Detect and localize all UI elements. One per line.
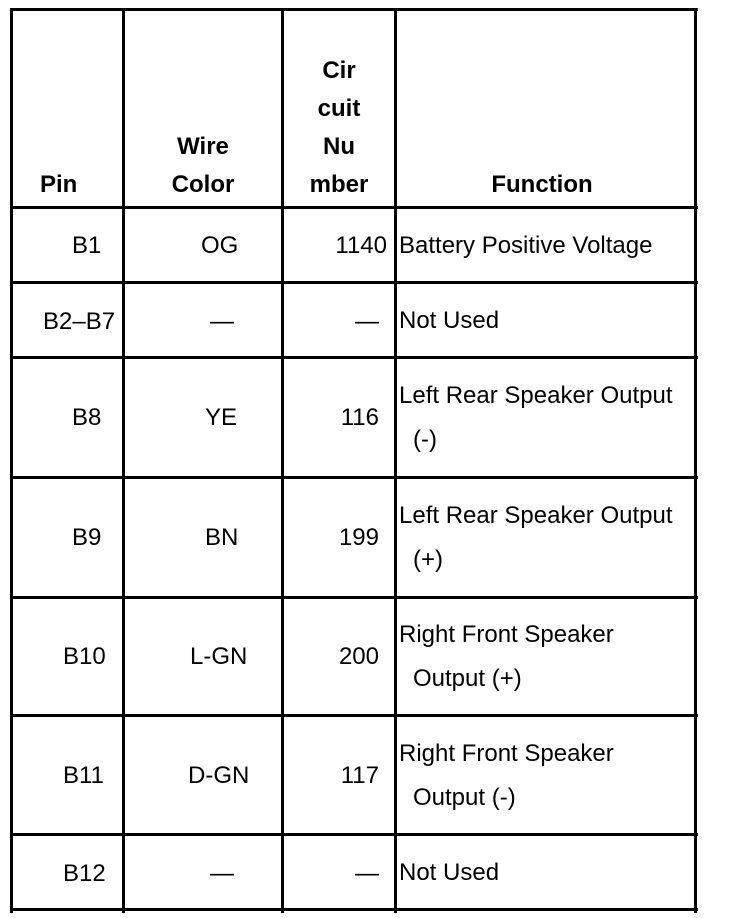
header-circuit-number-line: Nu: [323, 133, 355, 160]
wire-color-cell: —: [210, 862, 234, 886]
function-cell: [399, 851, 695, 895]
function-cell: [399, 494, 695, 582]
circuit-number-cell: —: [355, 862, 379, 886]
circuit-number-cell: —: [355, 310, 379, 334]
function-line: (+): [413, 546, 443, 573]
function-cell: [399, 732, 695, 820]
header-circuit-number-line: mber: [309, 171, 369, 198]
function-cell: [399, 613, 695, 701]
function-line: Left Rear Speaker Output: [399, 382, 673, 409]
function-cell: [399, 374, 695, 462]
pin-cell: B8: [72, 406, 102, 430]
pin-cell: B12: [63, 862, 106, 886]
wire-color-cell: BN: [205, 526, 239, 550]
function-line: Left Rear Speaker Output: [399, 502, 673, 529]
row-divider: [10, 596, 698, 599]
circuit-number-cell: 1140: [335, 234, 387, 258]
table-border-top: [10, 8, 698, 11]
function-line: Output (+): [413, 665, 522, 692]
row-divider: [10, 356, 698, 359]
table-border-left: [10, 8, 13, 913]
row-divider: [10, 714, 698, 717]
pin-cell: B9: [72, 526, 102, 550]
function-cell: [399, 299, 695, 343]
function-line: Output (-): [413, 784, 516, 811]
circuit-number-cell: 116: [340, 406, 379, 430]
function-line: Not Used: [399, 859, 500, 886]
header-pin-label: Pin: [40, 171, 78, 198]
pin-cell: B10: [63, 645, 106, 669]
function-line: Right Front Speaker: [399, 621, 614, 648]
wire-color-cell: OG: [201, 234, 239, 258]
wire-color-cell: L-GN: [190, 645, 248, 669]
table-border-bottom: [10, 908, 698, 911]
header-function-label: Function: [491, 171, 593, 198]
circuit-number-cell: 200: [338, 645, 379, 669]
row-divider: [10, 833, 698, 836]
column-divider: [394, 8, 397, 913]
header-circuit-number: [284, 52, 394, 204]
header-circuit-number-line: cuit: [317, 95, 361, 122]
header-divider: [10, 206, 698, 209]
row-divider: [10, 281, 698, 284]
circuit-number-cell: 117: [340, 764, 379, 788]
function-cell: [399, 224, 695, 268]
wire-color-cell: —: [210, 310, 234, 334]
function-line: Right Front Speaker: [399, 740, 614, 767]
pin-cell: B2–B7: [43, 310, 116, 334]
header-wire-color-line: Wire: [177, 133, 229, 160]
row-divider: [10, 476, 698, 479]
pin-cell: B1: [72, 234, 102, 258]
wire-color-cell: D-GN: [188, 764, 250, 788]
function-line: Not Used: [399, 307, 500, 334]
header-circuit-number-line: Cir: [322, 57, 356, 84]
circuit-number-cell: 199: [338, 526, 379, 550]
header-function: [397, 166, 687, 204]
function-line: (-): [413, 426, 437, 453]
header-wire-color: [125, 128, 281, 204]
header-pin: [40, 166, 77, 204]
header-wire-color-line: Color: [171, 171, 235, 198]
function-line: Battery Positive Voltage: [399, 232, 653, 259]
pin-cell: B11: [63, 764, 104, 788]
wire-color-cell: YE: [205, 406, 238, 430]
